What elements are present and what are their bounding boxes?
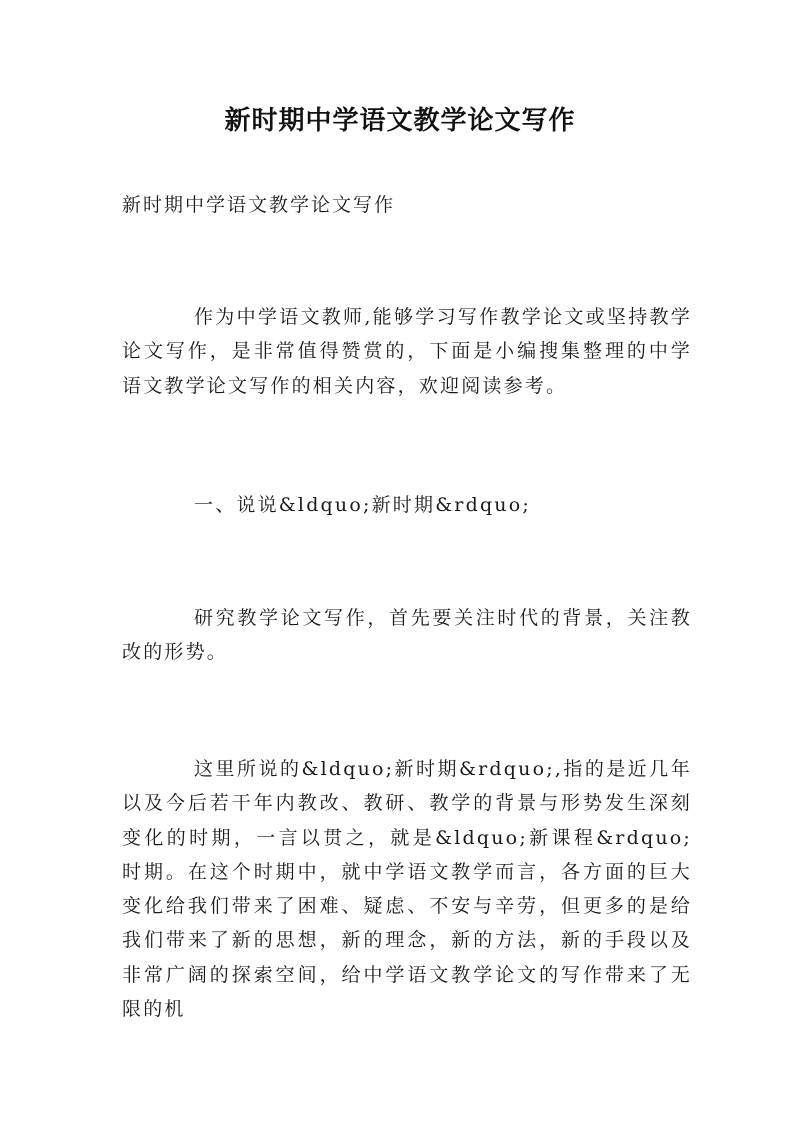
paragraph-intro: 作为中学语文教师,能够学习写作教学论文或坚持教学论文写作，是非常值得赞赏的，下面是小编搜集整理的中学语文教学论文写作的相关内容，欢迎阅读参考。 [122, 306, 692, 397]
section-heading-1: 一、说说&ldquo;新时期&rdquo; [194, 494, 531, 516]
document-subtitle: 新时期中学语文教学论文写作 [122, 194, 396, 216]
paragraph-new-period: 这里所说的&ldquo;新时期&rdquo;,指的是近几年以及今后若干年内教改、教研、教学的背景与形势发生深刻变化的时期，一言以贯之，就是&ldquo;新课程&rdquo;时期。在这个时期中，就中学语文教学而言，各方面的巨大变化给我们带来了困难、疑虑、不安与辛劳，但更多的是给我们带来了新的思想，新的理念，新的方法，新的手段以及非常广阔的探索空间，给中学语文教学论文的写作带来了无限的机 [122, 758, 692, 1021]
document-title: 新时期中学语文教学论文写作 [224, 106, 576, 136]
paragraph-focus: 研究教学论文写作，首先要关注时代的背景，关注教改的形势。 [122, 607, 692, 664]
